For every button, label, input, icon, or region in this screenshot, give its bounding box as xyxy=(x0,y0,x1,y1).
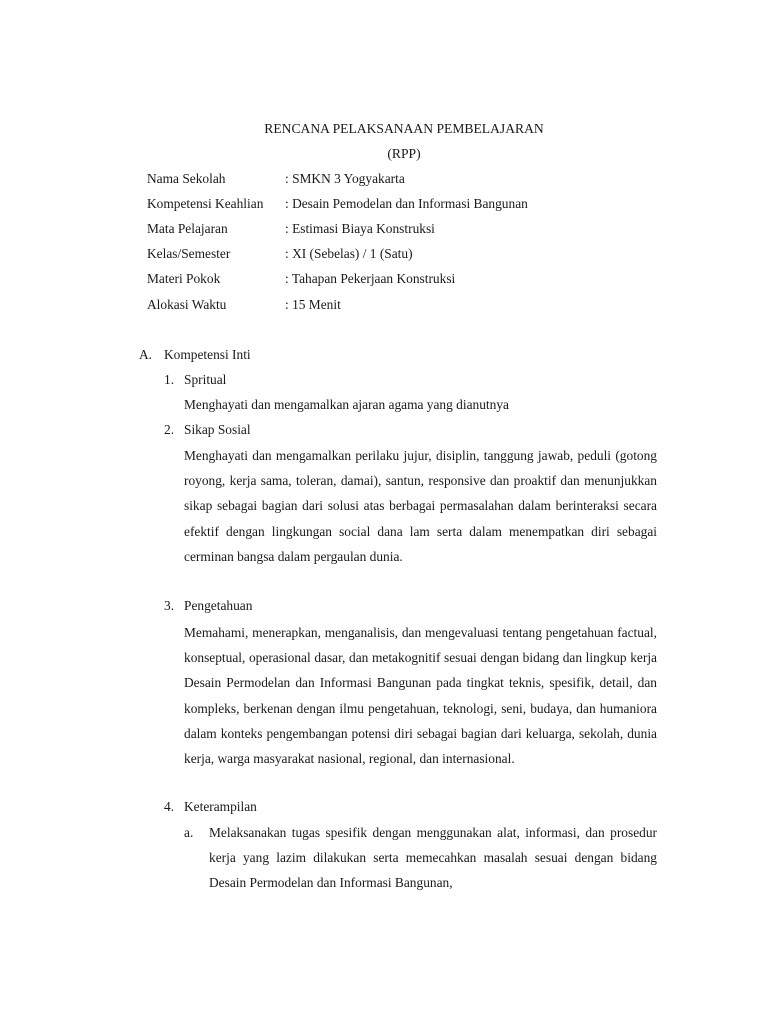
item-heading: Sikap Sosial xyxy=(184,422,251,437)
sub-item-paragraph: Melaksanakan tugas spesifik dengan menggunakan alat, informasi, dan prosedur kerja yang lazim dilakukan serta memecahkan masalah sesuai dengan bidang Desain Permodelan dan Informasi Bangunan, xyxy=(209,825,657,891)
identity-value: : 15 Menit xyxy=(285,297,341,312)
identity-label: Mata Pelajaran xyxy=(147,221,228,236)
section-marker: A. xyxy=(139,347,153,362)
item-paragraph: Menghayati dan mengamalkan ajaran agama yang dianutnya xyxy=(184,397,509,412)
identity-value: : Estimasi Biaya Konstruksi xyxy=(285,221,435,236)
item-heading: Keterampilan xyxy=(184,799,257,814)
identity-label: Materi Pokok xyxy=(147,271,221,286)
identity-value: : Desain Pemodelan dan Informasi Bangunan xyxy=(285,196,528,211)
document-title: RENCANA PELAKSANAAN PEMBELAJARAN xyxy=(264,121,544,136)
item-paragraph: Memahami, menerapkan, menganalisis, dan mengevaluasi tentang pengetahuan factual, konseptual, operasional dasar, dan metakognitif sesuai dengan bidang dan lingkup kerja Desain Permodelan dan Informasi Bangunan pada tingkat teknis, spesifik, detail, dan kompleks, berkenan dengan ilmu pengetahuan, teknologi, seni, budaya, dan humaniora dalam konteks pengembangan potensi diri sebagai bagian dari keluarga, sekolah, dunia kerja, warga masyarakat nasional, regional, dan internasional. xyxy=(184,625,657,767)
item-heading: Pengetahuan xyxy=(184,598,253,613)
item-number: 4. xyxy=(164,799,175,814)
identity-label: Alokasi Waktu xyxy=(147,297,227,312)
sub-item-marker: a. xyxy=(184,825,194,840)
item-number: 2. xyxy=(164,422,175,437)
item-number: 1. xyxy=(164,372,175,387)
identity-label: Kompetensi Keahlian xyxy=(147,196,264,211)
identity-value: : Tahapan Pekerjaan Konstruksi xyxy=(285,271,456,286)
section-heading: Kompetensi Inti xyxy=(164,347,251,362)
item-paragraph: Menghayati dan mengamalkan perilaku jujur, disiplin, tanggung jawab, peduli (gotong royong, kerja sama, toleran, damai), santun, responsive dan proaktif dan menunjukkan sikap sebagai bagian dari solusi atas berbagai permasalahan dalam berinteraksi secara efektif dengan lingkungan social dana lam serta dalam menempatkan diri sebagai cerminan bangsa dalam pergaulan dunia. xyxy=(184,448,657,564)
identity-label: Kelas/Semester xyxy=(147,246,231,261)
item-number: 3. xyxy=(164,598,175,613)
identity-value: : SMKN 3 Yogyakarta xyxy=(285,171,405,186)
identity-value: : XI (Sebelas) / 1 (Satu) xyxy=(285,246,413,261)
document-subtitle: (RPP) xyxy=(387,146,421,161)
item-heading: Spritual xyxy=(184,372,227,387)
identity-label: Nama Sekolah xyxy=(147,171,226,186)
